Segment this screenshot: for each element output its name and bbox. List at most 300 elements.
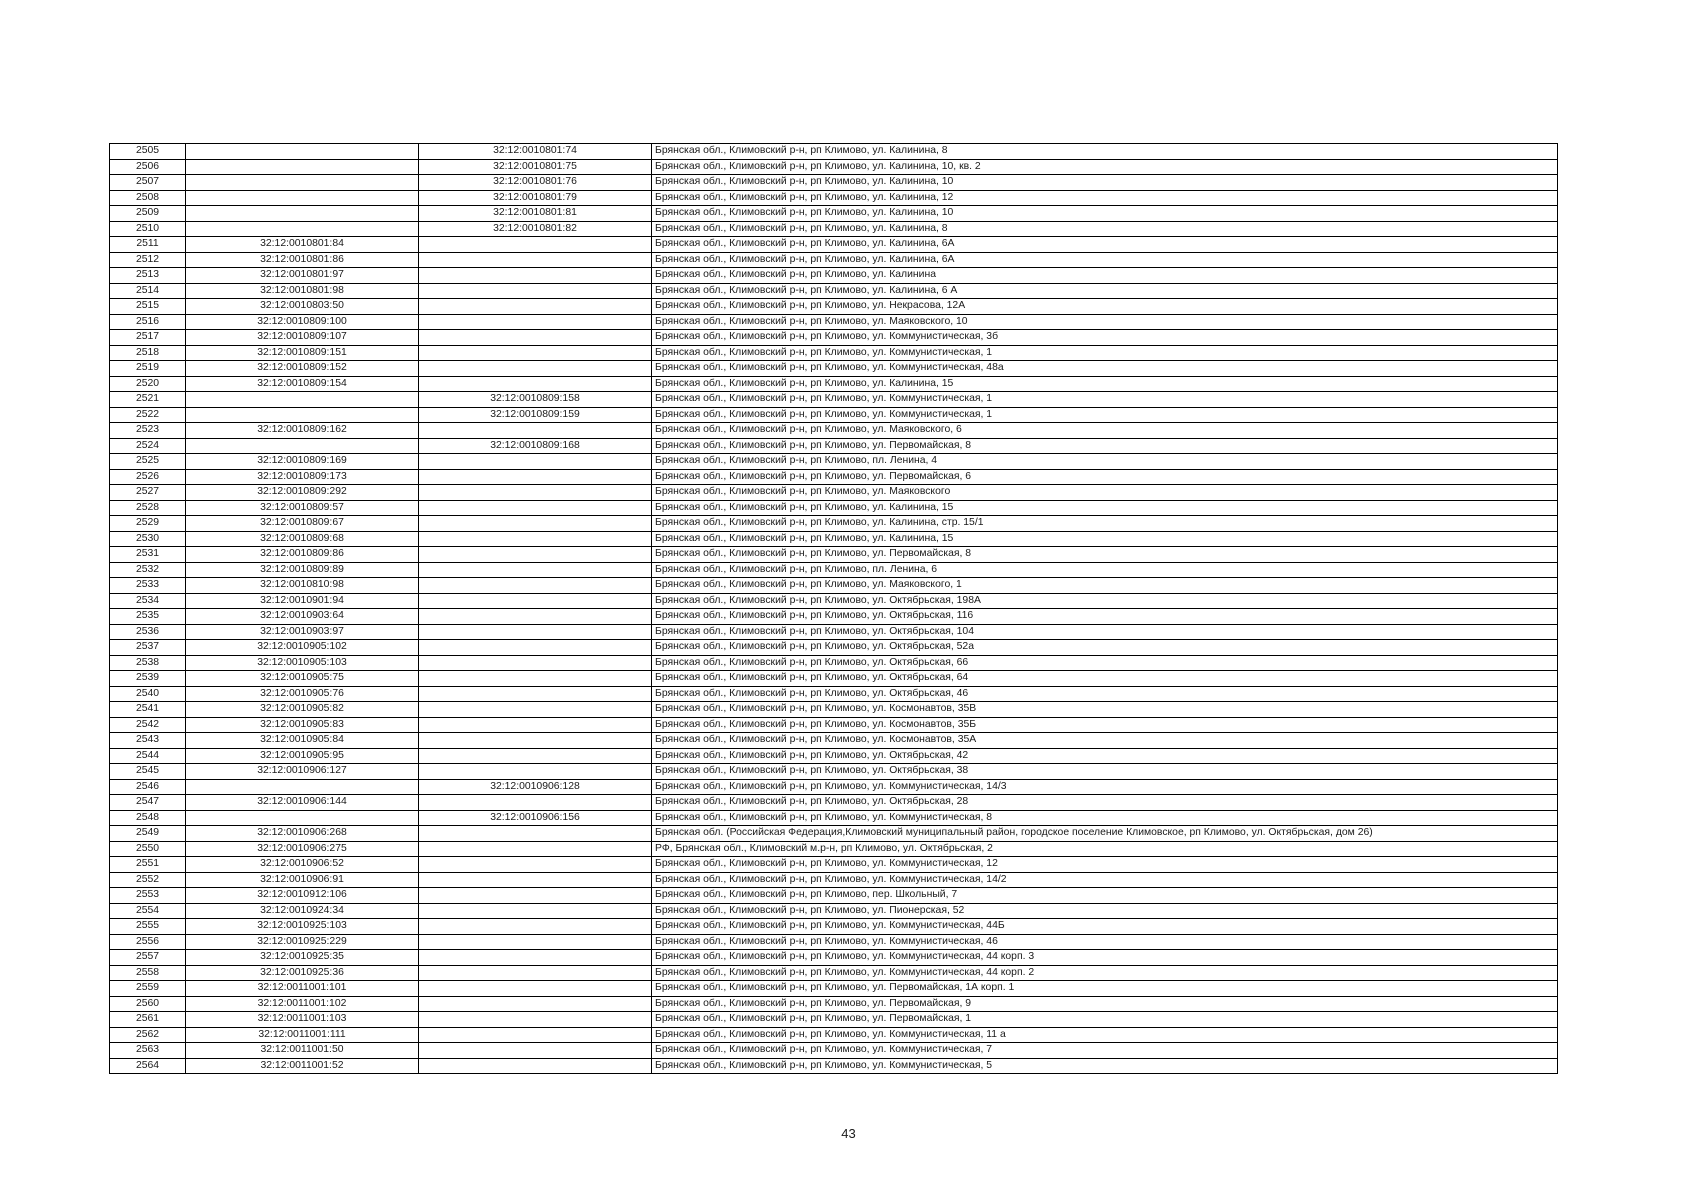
address-cell: Брянская обл., Климовский р-н, рп Климово, ул. Коммунистическая, 46 xyxy=(652,934,1558,950)
row-number-cell: 2552 xyxy=(110,872,186,888)
address-cell: Брянская обл., Климовский р-н, рп Климово, ул. Калинина, 15 xyxy=(652,531,1558,547)
row-number-cell: 2527 xyxy=(110,485,186,501)
related-cadastral-number-cell xyxy=(419,345,652,361)
row-number-cell: 2535 xyxy=(110,609,186,625)
cadastral-number-cell xyxy=(186,144,419,160)
table-row xyxy=(110,392,1558,408)
related-cadastral-number-cell xyxy=(419,888,652,904)
cadastral-number-cell: 32:12:0010906:275 xyxy=(186,841,419,857)
table-row xyxy=(110,857,1558,873)
related-cadastral-number-cell xyxy=(419,516,652,532)
related-cadastral-number-cell xyxy=(419,965,652,981)
cadastral-number-cell: 32:12:0010906:127 xyxy=(186,764,419,780)
row-number-cell: 2519 xyxy=(110,361,186,377)
related-cadastral-number-cell xyxy=(419,1027,652,1043)
address-cell: Брянская обл., Климовский р-н, рп Климово, ул. Октябрьская, 198А xyxy=(652,593,1558,609)
row-number-cell: 2558 xyxy=(110,965,186,981)
related-cadastral-number-cell xyxy=(419,996,652,1012)
cadastral-number-cell: 32:12:0010905:102 xyxy=(186,640,419,656)
registry-table-body xyxy=(110,144,1558,1074)
row-number-cell: 2545 xyxy=(110,764,186,780)
related-cadastral-number-cell xyxy=(419,485,652,501)
cadastral-number-cell xyxy=(186,407,419,423)
table-row xyxy=(110,283,1558,299)
row-number-cell: 2540 xyxy=(110,686,186,702)
address-cell: Брянская обл., Климовский р-н, рп Климово, ул. Коммунистическая, 3б xyxy=(652,330,1558,346)
table-row xyxy=(110,531,1558,547)
row-number-cell: 2512 xyxy=(110,252,186,268)
cadastral-number-cell: 32:12:0010809:57 xyxy=(186,500,419,516)
table-row xyxy=(110,299,1558,315)
row-number-cell: 2511 xyxy=(110,237,186,253)
address-cell: Брянская обл., Климовский р-н, рп Климово, пл. Ленина, 6 xyxy=(652,562,1558,578)
cadastral-number-cell xyxy=(186,175,419,191)
address-cell: Брянская обл., Климовский р-н, рп Климово, ул. Калинина, 12 xyxy=(652,190,1558,206)
row-number-cell: 2524 xyxy=(110,438,186,454)
cadastral-number-cell: 32:12:0010903:64 xyxy=(186,609,419,625)
table-row xyxy=(110,330,1558,346)
cadastral-number-cell: 32:12:0010803:50 xyxy=(186,299,419,315)
table-row xyxy=(110,640,1558,656)
row-number-cell: 2541 xyxy=(110,702,186,718)
address-cell: Брянская обл., Климовский р-н, рп Климово, ул. Маяковского, 10 xyxy=(652,314,1558,330)
related-cadastral-number-cell xyxy=(419,857,652,873)
row-number-cell: 2547 xyxy=(110,795,186,811)
table-row xyxy=(110,609,1558,625)
address-cell: Брянская обл., Климовский р-н, рп Климово, ул. Коммунистическая, 5 xyxy=(652,1058,1558,1074)
related-cadastral-number-cell xyxy=(419,934,652,950)
address-cell: Брянская обл., Климовский р-н, рп Климово, ул. Первомайская, 9 xyxy=(652,996,1558,1012)
cadastral-number-cell: 32:12:0011001:101 xyxy=(186,981,419,997)
table-row xyxy=(110,268,1558,284)
row-number-cell: 2556 xyxy=(110,934,186,950)
table-row xyxy=(110,1027,1558,1043)
address-cell: Брянская обл., Климовский р-н, рп Климово, ул. Коммунистическая, 1 xyxy=(652,407,1558,423)
address-cell: Брянская обл., Климовский р-н, рп Климово, ул. Коммунистическая, 44 корп. 3 xyxy=(652,950,1558,966)
related-cadastral-number-cell xyxy=(419,578,652,594)
related-cadastral-number-cell: 32:12:0010801:75 xyxy=(419,159,652,175)
cadastral-number-cell: 32:12:0010925:35 xyxy=(186,950,419,966)
table-row xyxy=(110,485,1558,501)
table-row xyxy=(110,159,1558,175)
cadastral-number-cell: 32:12:0011001:103 xyxy=(186,1012,419,1028)
cadastral-number-cell: 32:12:0010905:95 xyxy=(186,748,419,764)
cadastral-number-cell: 32:12:0010905:84 xyxy=(186,733,419,749)
cadastral-number-cell: 32:12:0010906:144 xyxy=(186,795,419,811)
address-cell: Брянская обл., Климовский р-н, рп Климово, ул. Космонавтов, 35Б xyxy=(652,717,1558,733)
table-row xyxy=(110,624,1558,640)
row-number-cell: 2515 xyxy=(110,299,186,315)
cadastral-number-cell: 32:12:0010903:97 xyxy=(186,624,419,640)
registry-table xyxy=(109,143,1558,1074)
row-number-cell: 2522 xyxy=(110,407,186,423)
row-number-cell: 2549 xyxy=(110,826,186,842)
cadastral-number-cell xyxy=(186,190,419,206)
row-number-cell: 2557 xyxy=(110,950,186,966)
address-cell: Брянская обл., Климовский р-н, рп Климово, ул. Октябрьская, 64 xyxy=(652,671,1558,687)
related-cadastral-number-cell xyxy=(419,330,652,346)
table-row xyxy=(110,516,1558,532)
row-number-cell: 2548 xyxy=(110,810,186,826)
related-cadastral-number-cell: 32:12:0010809:159 xyxy=(419,407,652,423)
related-cadastral-number-cell: 32:12:0010801:82 xyxy=(419,221,652,237)
cadastral-number-cell: 32:12:0010905:76 xyxy=(186,686,419,702)
related-cadastral-number-cell xyxy=(419,454,652,470)
cadastral-number-cell xyxy=(186,438,419,454)
table-row xyxy=(110,221,1558,237)
address-cell: Брянская обл., Климовский р-н, рп Климово, ул. Коммунистическая, 1 xyxy=(652,392,1558,408)
row-number-cell: 2546 xyxy=(110,779,186,795)
cadastral-number-cell: 32:12:0010906:91 xyxy=(186,872,419,888)
row-number-cell: 2530 xyxy=(110,531,186,547)
related-cadastral-number-cell xyxy=(419,655,652,671)
address-cell: Брянская обл., Климовский р-н, рп Климово, ул. Коммунистическая, 1 xyxy=(652,345,1558,361)
related-cadastral-number-cell xyxy=(419,624,652,640)
table-row xyxy=(110,810,1558,826)
page-number: 43 xyxy=(841,1126,856,1141)
address-cell: Брянская обл., Климовский р-н, рп Климово, ул. Маяковского xyxy=(652,485,1558,501)
address-cell: Брянская обл., Климовский р-н, рп Климово, ул. Некрасова, 12А xyxy=(652,299,1558,315)
address-cell: Брянская обл., Климовский р-н, рп Климово, ул. Октябрьская, 28 xyxy=(652,795,1558,811)
row-number-cell: 2553 xyxy=(110,888,186,904)
related-cadastral-number-cell xyxy=(419,361,652,377)
address-cell: Брянская обл., Климовский р-н, рп Климово, ул. Коммунистическая, 8 xyxy=(652,810,1558,826)
table-row xyxy=(110,779,1558,795)
related-cadastral-number-cell: 32:12:0010906:156 xyxy=(419,810,652,826)
cadastral-number-cell: 32:12:0011001:111 xyxy=(186,1027,419,1043)
related-cadastral-number-cell xyxy=(419,376,652,392)
table-row xyxy=(110,345,1558,361)
row-number-cell: 2555 xyxy=(110,919,186,935)
cadastral-number-cell: 32:12:0010901:94 xyxy=(186,593,419,609)
related-cadastral-number-cell xyxy=(419,950,652,966)
related-cadastral-number-cell: 32:12:0010801:74 xyxy=(419,144,652,160)
table-row xyxy=(110,1043,1558,1059)
address-cell: Брянская обл., Климовский р-н, рп Климово, ул. Калинина xyxy=(652,268,1558,284)
address-cell: Брянская обл., Климовский р-н, рп Климово, ул. Пионерская, 52 xyxy=(652,903,1558,919)
related-cadastral-number-cell xyxy=(419,903,652,919)
address-cell: Брянская обл., Климовский р-н, рп Климово, ул. Калинина, 8 xyxy=(652,221,1558,237)
cadastral-number-cell: 32:12:0011001:52 xyxy=(186,1058,419,1074)
table-row xyxy=(110,655,1558,671)
table-row xyxy=(110,376,1558,392)
table-row xyxy=(110,500,1558,516)
table-row xyxy=(110,438,1558,454)
cadastral-number-cell: 32:12:0010809:107 xyxy=(186,330,419,346)
related-cadastral-number-cell: 32:12:0010801:81 xyxy=(419,206,652,222)
row-number-cell: 2561 xyxy=(110,1012,186,1028)
address-cell: Брянская обл., Климовский р-н, рп Климово, пер. Школьный, 7 xyxy=(652,888,1558,904)
row-number-cell: 2533 xyxy=(110,578,186,594)
address-cell: Брянская обл., Климовский р-н, рп Климово, ул. Коммунистическая, 44Б xyxy=(652,919,1558,935)
address-cell: Брянская обл., Климовский р-н, рп Климово, ул. Первомайская, 8 xyxy=(652,438,1558,454)
table-row xyxy=(110,934,1558,950)
row-number-cell: 2534 xyxy=(110,593,186,609)
table-row xyxy=(110,407,1558,423)
address-cell: Брянская обл., Климовский р-н, рп Климово, ул. Калинина, 8 xyxy=(652,144,1558,160)
table-row xyxy=(110,423,1558,439)
cadastral-number-cell: 32:12:0010925:103 xyxy=(186,919,419,935)
cadastral-number-cell: 32:12:0010925:229 xyxy=(186,934,419,950)
table-row xyxy=(110,671,1558,687)
cadastral-number-cell: 32:12:0010905:82 xyxy=(186,702,419,718)
row-number-cell: 2564 xyxy=(110,1058,186,1074)
row-number-cell: 2542 xyxy=(110,717,186,733)
row-number-cell: 2554 xyxy=(110,903,186,919)
table-row xyxy=(110,965,1558,981)
row-number-cell: 2506 xyxy=(110,159,186,175)
row-number-cell: 2529 xyxy=(110,516,186,532)
cadastral-number-cell: 32:12:0010801:86 xyxy=(186,252,419,268)
address-cell: Брянская обл., Климовский р-н, рп Климово, ул. Калинина, 10, кв. 2 xyxy=(652,159,1558,175)
row-number-cell: 2513 xyxy=(110,268,186,284)
table-row xyxy=(110,748,1558,764)
table-row xyxy=(110,314,1558,330)
row-number-cell: 2526 xyxy=(110,469,186,485)
related-cadastral-number-cell xyxy=(419,841,652,857)
table-row xyxy=(110,919,1558,935)
address-cell: Брянская обл., Климовский р-н, рп Климово, ул. Калинина, 6А xyxy=(652,237,1558,253)
address-cell: Брянская обл., Климовский р-н, рп Климово, ул. Первомайская, 1А корп. 1 xyxy=(652,981,1558,997)
table-row xyxy=(110,1012,1558,1028)
table-row xyxy=(110,190,1558,206)
related-cadastral-number-cell: 32:12:0010906:128 xyxy=(419,779,652,795)
cadastral-number-cell xyxy=(186,159,419,175)
table-row xyxy=(110,175,1558,191)
row-number-cell: 2537 xyxy=(110,640,186,656)
cadastral-number-cell: 32:12:0010809:152 xyxy=(186,361,419,377)
related-cadastral-number-cell xyxy=(419,609,652,625)
address-cell: Брянская обл., Климовский р-н, рп Климово, ул. Маяковского, 6 xyxy=(652,423,1558,439)
cadastral-number-cell: 32:12:0010809:169 xyxy=(186,454,419,470)
table-row xyxy=(110,237,1558,253)
related-cadastral-number-cell xyxy=(419,314,652,330)
row-number-cell: 2531 xyxy=(110,547,186,563)
address-cell: Брянская обл., Климовский р-н, рп Климово, ул. Космонавтов, 35В xyxy=(652,702,1558,718)
row-number-cell: 2562 xyxy=(110,1027,186,1043)
address-cell: Брянская обл., Климовский р-н, рп Климово, ул. Калинина, 10 xyxy=(652,206,1558,222)
cadastral-number-cell xyxy=(186,392,419,408)
address-cell: Брянская обл., Климовский р-н, рп Климово, ул. Калинина, 10 xyxy=(652,175,1558,191)
table-row xyxy=(110,562,1558,578)
cadastral-number-cell: 32:12:0010925:36 xyxy=(186,965,419,981)
address-cell: РФ, Брянская обл., Климовский м.р-н, рп Климово, ул. Октябрьская, 2 xyxy=(652,841,1558,857)
table-row xyxy=(110,252,1558,268)
address-cell: Брянская обл., Климовский р-н, рп Климово, пл. Ленина, 4 xyxy=(652,454,1558,470)
table-row xyxy=(110,547,1558,563)
row-number-cell: 2538 xyxy=(110,655,186,671)
address-cell: Брянская обл., Климовский р-н, рп Климово, ул. Коммунистическая, 14/3 xyxy=(652,779,1558,795)
related-cadastral-number-cell xyxy=(419,593,652,609)
related-cadastral-number-cell xyxy=(419,252,652,268)
cadastral-number-cell xyxy=(186,221,419,237)
row-number-cell: 2525 xyxy=(110,454,186,470)
address-cell: Брянская обл., Климовский р-н, рп Климово, ул. Маяковского, 1 xyxy=(652,578,1558,594)
table-row xyxy=(110,717,1558,733)
address-cell: Брянская обл., Климовский р-н, рп Климово, ул. Калинина, стр. 15/1 xyxy=(652,516,1558,532)
related-cadastral-number-cell xyxy=(419,500,652,516)
address-cell: Брянская обл., Климовский р-н, рп Климово, ул. Первомайская, 8 xyxy=(652,547,1558,563)
address-cell: Брянская обл., Климовский р-н, рп Климово, ул. Октябрьская, 38 xyxy=(652,764,1558,780)
table-row xyxy=(110,1058,1558,1074)
row-number-cell: 2518 xyxy=(110,345,186,361)
row-number-cell: 2560 xyxy=(110,996,186,1012)
related-cadastral-number-cell xyxy=(419,748,652,764)
related-cadastral-number-cell xyxy=(419,562,652,578)
cadastral-number-cell: 32:12:0010809:162 xyxy=(186,423,419,439)
address-cell: Брянская обл., Климовский р-н, рп Климово, ул. Калинина, 6 А xyxy=(652,283,1558,299)
related-cadastral-number-cell xyxy=(419,283,652,299)
cadastral-number-cell: 32:12:0011001:50 xyxy=(186,1043,419,1059)
related-cadastral-number-cell xyxy=(419,237,652,253)
cadastral-number-cell: 32:12:0010801:97 xyxy=(186,268,419,284)
cadastral-number-cell xyxy=(186,206,419,222)
table-row xyxy=(110,578,1558,594)
table-row xyxy=(110,826,1558,842)
related-cadastral-number-cell xyxy=(419,686,652,702)
table-row xyxy=(110,981,1558,997)
related-cadastral-number-cell xyxy=(419,764,652,780)
row-number-cell: 2544 xyxy=(110,748,186,764)
address-cell: Брянская обл., Климовский р-н, рп Климово, ул. Октябрьская, 52а xyxy=(652,640,1558,656)
table-row xyxy=(110,144,1558,160)
cadastral-number-cell: 32:12:0010809:151 xyxy=(186,345,419,361)
cadastral-number-cell: 32:12:0010809:68 xyxy=(186,531,419,547)
cadastral-number-cell: 32:12:0010905:75 xyxy=(186,671,419,687)
address-cell: Брянская обл., Климовский р-н, рп Климово, ул. Коммунистическая, 14/2 xyxy=(652,872,1558,888)
cadastral-number-cell: 32:12:0010906:268 xyxy=(186,826,419,842)
related-cadastral-number-cell xyxy=(419,423,652,439)
cadastral-number-cell: 32:12:0010801:98 xyxy=(186,283,419,299)
row-number-cell: 2563 xyxy=(110,1043,186,1059)
address-cell: Брянская обл., Климовский р-н, рп Климово, ул. Космонавтов, 35А xyxy=(652,733,1558,749)
cadastral-number-cell: 32:12:0010809:89 xyxy=(186,562,419,578)
table-row xyxy=(110,996,1558,1012)
table-row xyxy=(110,950,1558,966)
related-cadastral-number-cell xyxy=(419,795,652,811)
related-cadastral-number-cell xyxy=(419,1043,652,1059)
cadastral-number-cell: 32:12:0010906:52 xyxy=(186,857,419,873)
table-row xyxy=(110,872,1558,888)
cadastral-number-cell: 32:12:0010809:292 xyxy=(186,485,419,501)
table-row xyxy=(110,733,1558,749)
row-number-cell: 2514 xyxy=(110,283,186,299)
row-number-cell: 2550 xyxy=(110,841,186,857)
cadastral-number-cell: 32:12:0010924:34 xyxy=(186,903,419,919)
row-number-cell: 2520 xyxy=(110,376,186,392)
related-cadastral-number-cell xyxy=(419,826,652,842)
table-row xyxy=(110,795,1558,811)
related-cadastral-number-cell xyxy=(419,733,652,749)
row-number-cell: 2539 xyxy=(110,671,186,687)
related-cadastral-number-cell: 32:12:0010801:79 xyxy=(419,190,652,206)
address-cell: Брянская обл., Климовский р-н, рп Климово, ул. Октябрьская, 66 xyxy=(652,655,1558,671)
address-cell: Брянская обл., Климовский р-н, рп Климово, ул. Октябрьская, 46 xyxy=(652,686,1558,702)
related-cadastral-number-cell xyxy=(419,1058,652,1074)
related-cadastral-number-cell: 32:12:0010801:76 xyxy=(419,175,652,191)
table-row xyxy=(110,764,1558,780)
table-row xyxy=(110,903,1558,919)
cadastral-number-cell: 32:12:0011001:102 xyxy=(186,996,419,1012)
row-number-cell: 2551 xyxy=(110,857,186,873)
address-cell: Брянская обл., Климовский р-н, рп Климово, ул. Октябрьская, 104 xyxy=(652,624,1558,640)
related-cadastral-number-cell xyxy=(419,1012,652,1028)
address-cell: Брянская обл., Климовский р-н, рп Климово, ул. Октябрьская, 42 xyxy=(652,748,1558,764)
row-number-cell: 2508 xyxy=(110,190,186,206)
address-cell: Брянская обл., Климовский р-н, рп Климово, ул. Коммунистическая, 44 корп. 2 xyxy=(652,965,1558,981)
address-cell: Брянская обл., Климовский р-н, рп Климово, ул. Калинина, 15 xyxy=(652,376,1558,392)
address-cell: Брянская обл., Климовский р-н, рп Климово, ул. Первомайская, 6 xyxy=(652,469,1558,485)
row-number-cell: 2528 xyxy=(110,500,186,516)
cadastral-number-cell: 32:12:0010809:154 xyxy=(186,376,419,392)
table-row xyxy=(110,469,1558,485)
row-number-cell: 2532 xyxy=(110,562,186,578)
row-number-cell: 2510 xyxy=(110,221,186,237)
row-number-cell: 2523 xyxy=(110,423,186,439)
related-cadastral-number-cell xyxy=(419,469,652,485)
cadastral-number-cell: 32:12:0010912:106 xyxy=(186,888,419,904)
address-cell: Брянская обл., Климовский р-н, рп Климово, ул. Коммунистическая, 48а xyxy=(652,361,1558,377)
address-cell: Брянская обл. (Российская Федерация,Климовский муниципальный район, городское поселение Климовское, рп Климово, ул. Октябрьская, дом 26) xyxy=(652,826,1558,842)
related-cadastral-number-cell xyxy=(419,702,652,718)
related-cadastral-number-cell xyxy=(419,671,652,687)
related-cadastral-number-cell: 32:12:0010809:158 xyxy=(419,392,652,408)
address-cell: Брянская обл., Климовский р-н, рп Климово, ул. Коммунистическая, 11 а xyxy=(652,1027,1558,1043)
related-cadastral-number-cell xyxy=(419,268,652,284)
table-row xyxy=(110,702,1558,718)
cadastral-number-cell xyxy=(186,810,419,826)
table-row xyxy=(110,593,1558,609)
related-cadastral-number-cell xyxy=(419,547,652,563)
address-cell: Брянская обл., Климовский р-н, рп Климово, ул. Калинина, 15 xyxy=(652,500,1558,516)
row-number-cell: 2507 xyxy=(110,175,186,191)
row-number-cell: 2509 xyxy=(110,206,186,222)
related-cadastral-number-cell xyxy=(419,872,652,888)
cadastral-number-cell: 32:12:0010905:103 xyxy=(186,655,419,671)
row-number-cell: 2505 xyxy=(110,144,186,160)
address-cell: Брянская обл., Климовский р-н, рп Климово, ул. Калинина, 6А xyxy=(652,252,1558,268)
row-number-cell: 2517 xyxy=(110,330,186,346)
table-row xyxy=(110,888,1558,904)
row-number-cell: 2559 xyxy=(110,981,186,997)
row-number-cell: 2536 xyxy=(110,624,186,640)
cadastral-number-cell: 32:12:0010809:100 xyxy=(186,314,419,330)
related-cadastral-number-cell xyxy=(419,919,652,935)
related-cadastral-number-cell: 32:12:0010809:168 xyxy=(419,438,652,454)
related-cadastral-number-cell xyxy=(419,531,652,547)
table-row xyxy=(110,361,1558,377)
cadastral-number-cell: 32:12:0010801:84 xyxy=(186,237,419,253)
cadastral-number-cell: 32:12:0010809:67 xyxy=(186,516,419,532)
table-row xyxy=(110,686,1558,702)
related-cadastral-number-cell xyxy=(419,640,652,656)
cadastral-number-cell: 32:12:0010810:98 xyxy=(186,578,419,594)
row-number-cell: 2543 xyxy=(110,733,186,749)
address-cell: Брянская обл., Климовский р-н, рп Климово, ул. Коммунистическая, 7 xyxy=(652,1043,1558,1059)
related-cadastral-number-cell xyxy=(419,717,652,733)
table-row xyxy=(110,206,1558,222)
cadastral-number-cell: 32:12:0010905:83 xyxy=(186,717,419,733)
address-cell: Брянская обл., Климовский р-н, рп Климово, ул. Октябрьская, 116 xyxy=(652,609,1558,625)
table-row xyxy=(110,841,1558,857)
address-cell: Брянская обл., Климовский р-н, рп Климово, ул. Коммунистическая, 12 xyxy=(652,857,1558,873)
cadastral-number-cell: 32:12:0010809:173 xyxy=(186,469,419,485)
related-cadastral-number-cell xyxy=(419,299,652,315)
cadastral-number-cell: 32:12:0010809:86 xyxy=(186,547,419,563)
address-cell: Брянская обл., Климовский р-н, рп Климово, ул. Первомайская, 1 xyxy=(652,1012,1558,1028)
row-number-cell: 2521 xyxy=(110,392,186,408)
cadastral-number-cell xyxy=(186,779,419,795)
